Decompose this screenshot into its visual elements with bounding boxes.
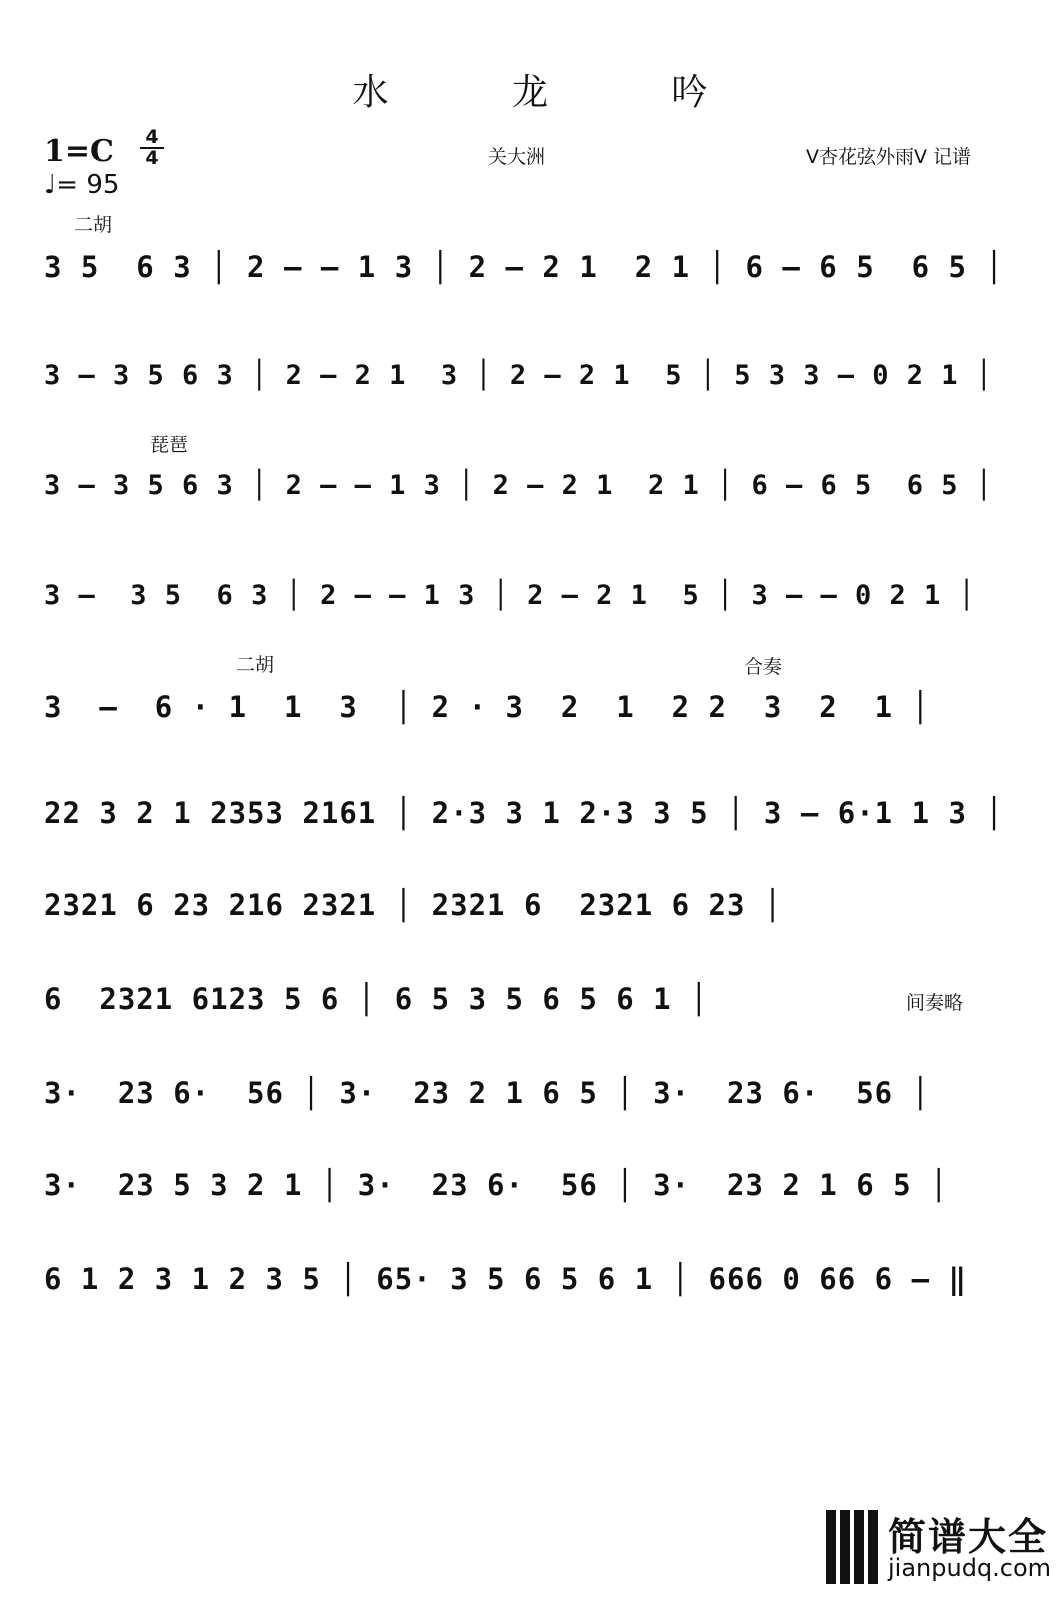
tempo-marking: ♩= 95 — [44, 170, 120, 200]
system-notes: 3 – 3 5 6 3 │ 2 – – 1 3 │ 2 – 2 1 5 │ 3 – – 0 2 1 │ — [44, 580, 976, 611]
system-notes: 3 – 3 5 6 3 │ 2 – – 1 3 │ 2 – 2 1 2 1 │ 6 – 6 5 6 5 │ — [44, 470, 994, 501]
piano-icon — [824, 1508, 880, 1586]
score-system-11 — [44, 1252, 1006, 1312]
transcriber: V杏花弦外雨V 记谱 — [806, 146, 972, 168]
annotation-erhu-2: 二胡 — [236, 654, 275, 676]
site-logo — [820, 1502, 1050, 1592]
annotation-interlude: 间奏略 — [906, 992, 964, 1014]
annotation-ensemble: 合奏 — [744, 656, 783, 678]
system-notes: 3· 23 5 3 2 1 │ 3· 23 6· 56 │ 3· 23 2 1 6 5 │ — [44, 1168, 949, 1202]
score-system-6 — [44, 786, 1006, 846]
logo-name: 简谱大全 — [888, 1515, 1049, 1559]
system-notes: 3 – 3 5 6 3 │ 2 – 2 1 3 │ 2 – 2 1 5 │ 5 3 3 – 0 2 1 │ — [44, 360, 994, 391]
annotation-erhu-1: 二胡 — [74, 214, 113, 236]
time-signature — [140, 128, 164, 168]
system-notes: 3· 23 6· 56 │ 3· 23 2 1 6 5 │ 3· 23 6· 56 │ — [44, 1076, 931, 1110]
system-notes: 3 5 6 3 │ 2 – – 1 3 │ 2 – 2 1 2 1 │ 6 – 6 5 6 5 │ — [44, 250, 1004, 284]
time-denominator: 4 — [145, 147, 159, 169]
score-system-5 — [44, 680, 1006, 740]
system-notes: 3 – 6 · 1 1 3 │ 2 · 3 2 1 2 2 3 2 1 │ — [44, 690, 931, 724]
annotation-pipa: 琵琶 — [150, 434, 189, 456]
score-system-7 — [44, 878, 1006, 938]
score-system-3 — [44, 460, 1006, 520]
composer: 关大洲 — [488, 146, 546, 168]
system-notes: 2321 6 23 216 2321 │ 2321 6 2321 6 23 │ — [44, 888, 783, 922]
key-signature: 1=C — [44, 134, 114, 169]
system-notes: 6 1 2 3 1 2 3 5 │ 65· 3 5 6 5 6 1 │ 666 0 66 6 – ‖ — [44, 1262, 967, 1296]
system-notes: 6 2321 6123 5 6 │ 6 5 3 5 6 5 6 1 │ — [44, 982, 709, 1016]
score-system-2 — [44, 350, 1006, 410]
score-system-9 — [44, 1066, 1006, 1126]
logo-url: jianpudq.com — [888, 1554, 1052, 1582]
time-numerator: 4 — [140, 128, 164, 149]
score-system-1 — [44, 240, 1006, 300]
page-title: 水 龙 吟 — [352, 72, 764, 113]
score-system-4 — [44, 570, 1006, 630]
score-system-10 — [44, 1158, 1006, 1218]
score-system-8 — [44, 972, 1006, 1032]
system-notes: 22 3 2 1 2353 2161 │ 2·3 3 1 2·3 3 5 │ 3 – 6·1 1 3 │ — [44, 796, 1004, 830]
